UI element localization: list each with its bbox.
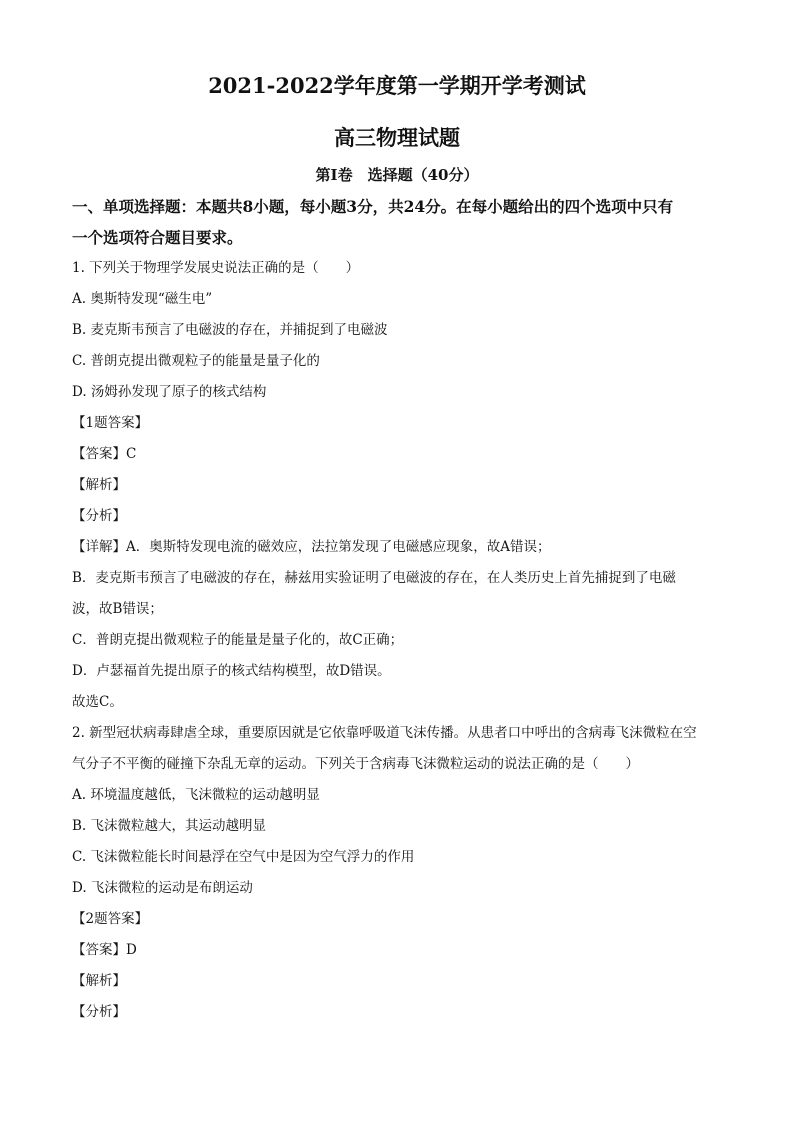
section-heading-line-1: 一、单项选择题：本题共8小题，每小题3分，共24分。在每小题给出的四个选项中只有 [72,197,674,216]
question-1-answer: 【答案】C [72,446,137,462]
question-2-option-b: B. 飞沫微粒越大，其运动越明显 [72,818,267,834]
question-1-fenxi-tag: 【分析】 [72,508,126,524]
exam-title: 2021-2022学年度第一学期开学考测试 [208,73,586,98]
question-1-option-d: D. 汤姆孙发现了原子的核式结构 [72,384,267,400]
question-2-answer-tag: 【2题答案】 [72,911,149,927]
question-2-option-c: C. 飞沫微粒能长时间悬浮在空气中是因为空气浮力的作用 [72,849,415,865]
question-2-analysis-tag: 【解析】 [72,973,126,989]
question-1-option-a: A. 奥斯特发现“磁生电” [72,291,213,307]
question-2-fenxi-tag: 【分析】 [72,1004,126,1020]
part-title: 第Ⅰ卷 选择题（40分） [315,166,479,184]
subject-title: 高三物理试题 [334,125,460,150]
question-1-detail-3: 波，故B错误； [72,601,163,617]
question-2-stem-line-1: 2. 新型冠状病毒肆虐全球，重要原因就是它依靠呼吸道飞沫传播。从患者口中呼出的含病毒飞沫微粒在空 [72,725,697,741]
question-1-detail-5: D．卢瑟福首先提出原子的核式结构模型，故D错误。 [72,663,391,679]
question-1-option-c: C. 普朗克提出微观粒子的能量是量子化的 [72,353,320,369]
question-1 [72,253,722,718]
question-1-detail-1: 【详解】A．奥斯特发现电流的磁效应，法拉第发现了电磁感应现象，故A错误； [72,539,551,555]
question-1-stem: 1. 下列关于物理学发展史说法正确的是（ ） [72,260,360,276]
question-1-answer-tag: 【1题答案】 [72,415,149,431]
question-2-stem-line-2: 气分子不平衡的碰撞下杂乱无章的运动。下列关于含病毒飞沫微粒运动的说法正确的是（ ） [72,756,639,772]
section-heading-line-2: 一个选项符合题目要求。 [72,228,243,247]
question-2-answer: 【答案】D [72,942,137,958]
question-2-option-a: A. 环境温度越低，飞沫微粒的运动越明显 [72,787,320,803]
question-1-detail-2: B．麦克斯韦预言了电磁波的存在，赫兹用实验证明了电磁波的存在，在人类历史上首先捕捉到了电磁 [72,570,676,586]
question-1-detail-6: 故选C。 [72,694,123,710]
question-1-detail-4: C．普朗克提出微观粒子的能量是量子化的，故C正确； [72,632,404,648]
question-1-option-b: B. 麦克斯韦预言了电磁波的存在，并捕捉到了电磁波 [72,322,388,338]
question-1-analysis-tag: 【解析】 [72,477,126,493]
question-2-option-d: D. 飞沫微粒的运动是布朗运动 [72,880,253,896]
question-2 [72,718,722,1028]
section-heading [72,191,722,253]
